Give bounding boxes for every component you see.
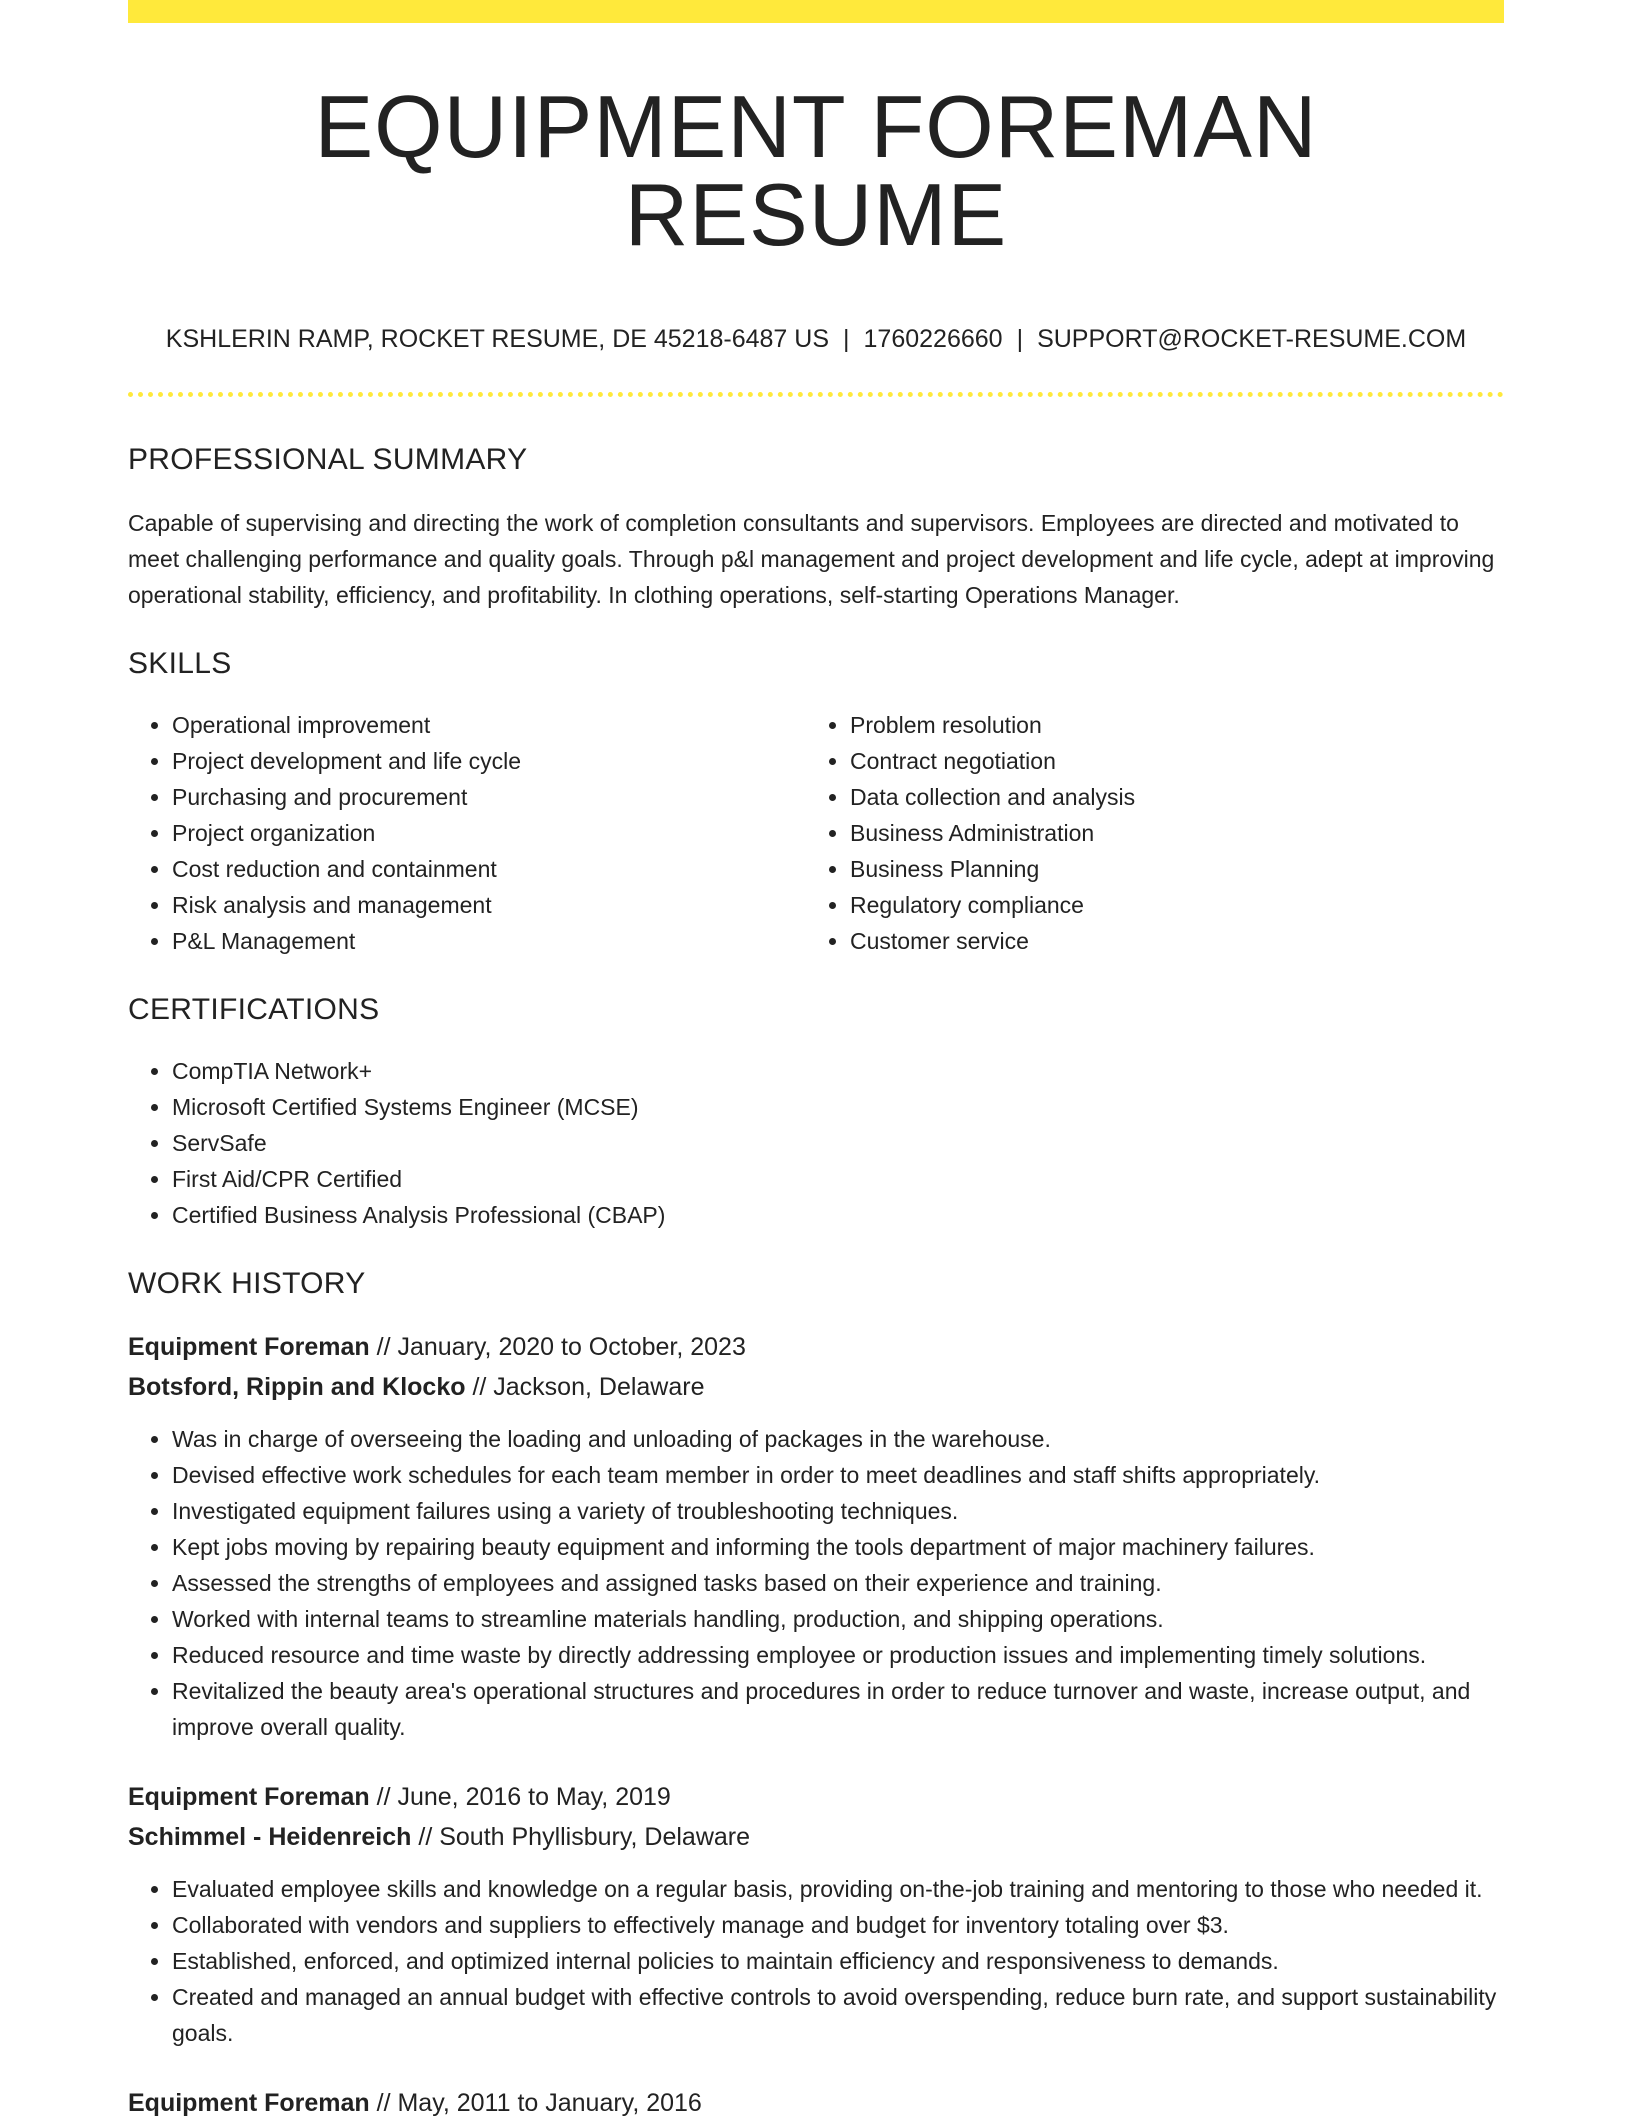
job-entry	[128, 2083, 1504, 2123]
job-location: // South Phyllisbury, Delaware	[411, 1823, 751, 1851]
job-bullet-list	[128, 1421, 1504, 1745]
certifications-list	[128, 1053, 1504, 1233]
skills-columns	[128, 707, 1504, 959]
phone-text: 1760226660	[863, 325, 1003, 353]
job-dates: // January, 2020 to October, 2023	[369, 1333, 746, 1361]
skill-item: • Project development and life cycle	[172, 743, 806, 779]
skill-item: • Business Administration	[850, 815, 1484, 851]
job-entry	[128, 1327, 1504, 1745]
job-bullet: • Created and managed an annual budget with effective controls to avoid overspending, reduce burn rate, and support sustainability goals.	[172, 1979, 1504, 2051]
job-title-line	[128, 1777, 1504, 1817]
skill-item: • Problem resolution	[850, 707, 1484, 743]
summary-paragraph: Capable of supervising and directing the work of completion consultants and supervisors. Employees are directed and motivated to meet challenging performance and quality goals. Through p&l management and project development and life cycle, adept at improving operational stability, efficiency, and profitability. In clothing operations, self-starting Operations Manager.	[128, 510, 1495, 608]
contact-separator: |	[843, 325, 850, 353]
certification-item: • First Aid/CPR Certified	[172, 1161, 1504, 1197]
resume-page	[128, 0, 1504, 2123]
job-bullet: • Evaluated employee skills and knowledge on a regular basis, providing on-the-job training and mentoring to those who needed it.	[172, 1871, 1504, 1907]
skill-item: • Purchasing and procurement	[172, 779, 806, 815]
skills-right-column	[806, 707, 1484, 959]
contact-separator: |	[1016, 325, 1024, 353]
job-title: Equipment Foreman	[128, 1333, 370, 1361]
job-bullet: • Kept jobs moving by repairing beauty equipment and informing the tools department of major machinery failures.	[172, 1529, 1504, 1565]
job-bullet: • Worked with internal teams to streamline materials handling, production, and shipping operations.	[172, 1601, 1504, 1637]
skill-item: • Contract negotiation	[850, 743, 1484, 779]
certification-item: • ServSafe	[172, 1125, 1504, 1161]
job-company: Botsford, Rippin and Klocko	[128, 1373, 466, 1401]
skill-item: • Operational improvement	[172, 707, 806, 743]
contact-line	[128, 327, 1504, 352]
skill-item: • P&L Management	[172, 923, 806, 959]
job-title-line	[128, 2083, 1504, 2123]
job-bullet: • Assessed the strengths of employees and assigned tasks based on their experience and training.	[172, 1565, 1504, 1601]
job-location: // Jackson, Delaware	[465, 1373, 705, 1401]
skill-item: • Risk analysis and management	[172, 887, 806, 923]
certification-item: • CompTIA Network+	[172, 1053, 1504, 1089]
job-title-line	[128, 1327, 1504, 1367]
accent-top-bar	[128, 0, 1504, 23]
skill-item: • Business Planning	[850, 851, 1484, 887]
job-bullet: • Was in charge of overseeing the loading and unloading of packages in the warehouse.	[172, 1421, 1504, 1457]
job-entry	[128, 1777, 1504, 2051]
skill-item: • Data collection and analysis	[850, 779, 1484, 815]
skill-item: • Cost reduction and containment	[172, 851, 806, 887]
certification-item: • Microsoft Certified Systems Engineer (MCSE)	[172, 1089, 1504, 1125]
skill-item: • Customer service	[850, 923, 1484, 959]
skill-item: • Project organization	[172, 815, 806, 851]
dotted-divider	[128, 392, 1504, 397]
job-bullet: • Revitalized the beauty area's operational structures and procedures in order to reduce turnover and waste, increase output, and improve overall quality.	[172, 1673, 1504, 1745]
job-company-line	[128, 1367, 1504, 1407]
address-text: KSHLERIN RAMP, ROCKET RESUME, DE 45218-6487 US	[165, 325, 830, 353]
resume-title: EQUIPMENT FOREMAN RESUME	[314, 77, 1318, 264]
job-bullet: • Collaborated with vendors and suppliers to effectively manage and budget for inventory totaling over $3.	[172, 1907, 1504, 1943]
job-bullet: • Established, enforced, and optimized internal policies to maintain efficiency and responsiveness to demands.	[172, 1943, 1504, 1979]
job-bullet-list	[128, 1871, 1504, 2051]
skills-list-right	[806, 707, 1484, 959]
job-bullet: • Reduced resource and time waste by directly addressing employee or production issues and implementing timely solutions.	[172, 1637, 1504, 1673]
job-bullet: • Devised effective work schedules for each team member in order to meet deadlines and staff shifts appropriately.	[172, 1457, 1504, 1493]
certification-item: • Certified Business Analysis Professional (CBAP)	[172, 1197, 1504, 1233]
skills-heading: SKILLS	[128, 647, 232, 680]
job-company-line	[128, 1817, 1504, 1857]
job-bullet: • Investigated equipment failures using a variety of troubleshooting techniques.	[172, 1493, 1504, 1529]
job-company: Schimmel - Heidenreich	[128, 1823, 412, 1851]
certifications-heading: CERTIFICATIONS	[128, 993, 380, 1026]
job-dates: // June, 2016 to May, 2019	[369, 1783, 671, 1811]
summary-heading: PROFESSIONAL SUMMARY	[128, 443, 528, 476]
job-title: Equipment Foreman	[128, 2089, 370, 2117]
work-history-heading: WORK HISTORY	[128, 1267, 366, 1300]
skills-list-left	[128, 707, 806, 959]
email-text: SUPPORT@ROCKET-RESUME.COM	[1037, 325, 1467, 353]
job-dates: // May, 2011 to January, 2016	[369, 2089, 702, 2117]
job-title: Equipment Foreman	[128, 1783, 370, 1811]
skill-item: • Regulatory compliance	[850, 887, 1484, 923]
skills-left-column	[128, 707, 806, 959]
